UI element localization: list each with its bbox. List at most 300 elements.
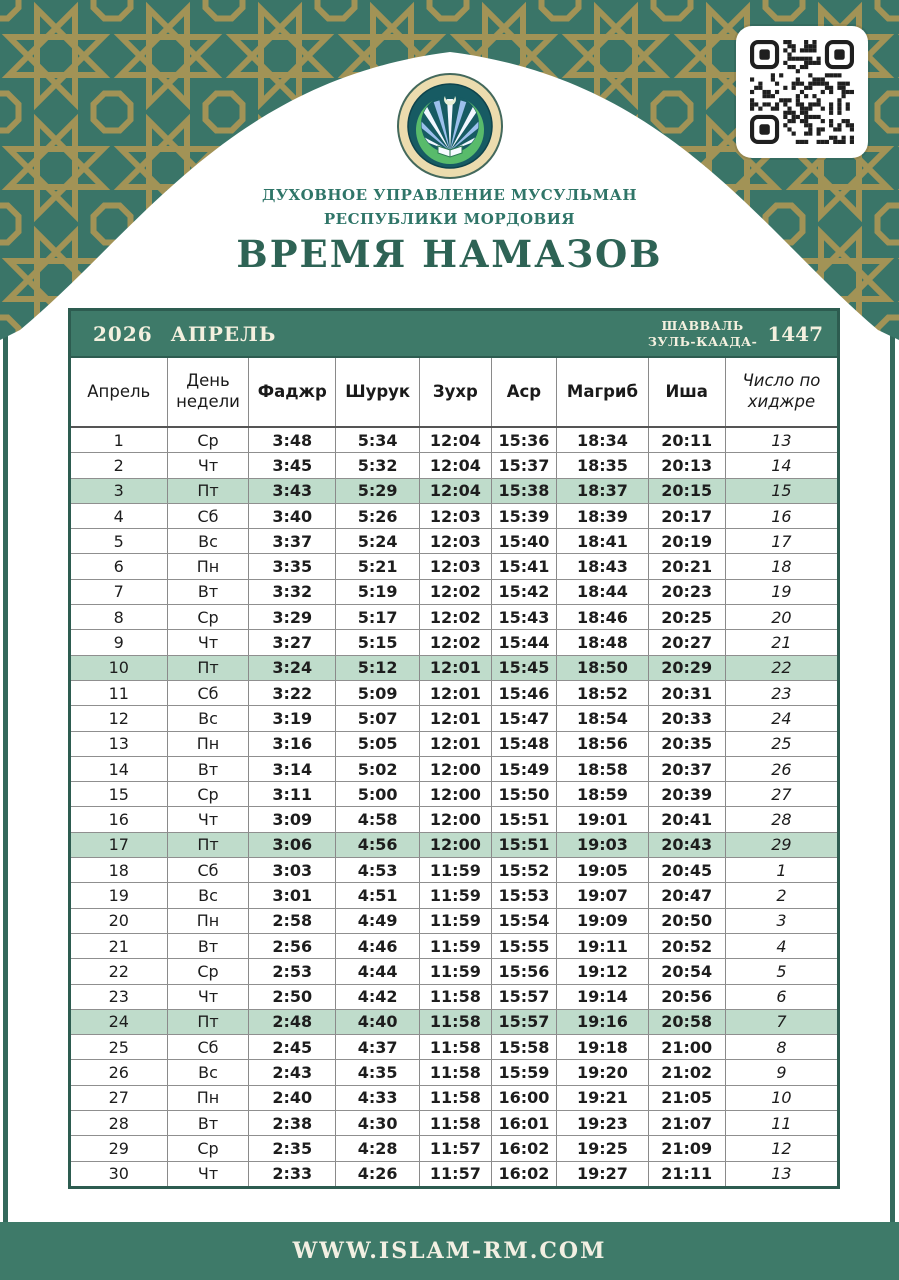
cell-asr: 15:47 [492,706,558,730]
cell-day: 15 [71,782,168,806]
cell-asr: 15:53 [492,883,558,907]
cell-zuhr: 11:57 [420,1136,491,1160]
cell-wd: Пн [168,1086,250,1110]
cell-isha: 20:56 [649,985,726,1009]
cell-hijri: 15 [771,481,792,501]
table-row [71,782,837,807]
cell-maghrib: 19:01 [557,807,648,831]
cell-hijri: 8 [776,1037,787,1057]
cell-zuhr: 12:04 [420,479,491,503]
cell-zuhr: 12:01 [420,732,491,756]
cell-fajr: 3:35 [249,554,336,578]
cell-asr: 15:44 [492,630,558,654]
cell-asr: 15:57 [492,985,558,1009]
cell-hijri: 26 [771,759,792,779]
cell-day: 2 [71,453,168,477]
cell-zuhr: 11:59 [420,883,491,907]
hijri-month-2: ЗУЛЬ-КААДА- [647,333,758,349]
cell-day: 27 [71,1086,168,1110]
cell-fajr: 2:43 [249,1060,336,1084]
year-label: 2026 [93,321,153,346]
cell-hijri: 2 [776,885,787,905]
cell-asr: 15:45 [492,656,558,680]
cell-maghrib: 19:25 [557,1136,648,1160]
cell-shuruk: 4:30 [336,1111,420,1135]
cell-shuruk: 5:12 [336,656,420,680]
cell-day: 17 [71,833,168,857]
cell-shuruk: 4:53 [336,858,420,882]
cell-asr: 15:48 [492,732,558,756]
cell-hijri: 19 [771,582,792,602]
cell-maghrib: 18:43 [557,554,648,578]
cell-shuruk: 5:29 [336,479,420,503]
cell-maghrib: 19:03 [557,833,648,857]
emblem-icon [396,72,504,180]
cell-shuruk: 4:56 [336,833,420,857]
cell-wd: Вт [168,1111,250,1135]
cell-hijri: 27 [771,784,792,804]
cell-maghrib: 19:16 [557,1010,648,1034]
cell-isha: 20:13 [649,453,726,477]
cell-zuhr: 12:03 [420,554,491,578]
cell-wd: Ср [168,605,250,629]
cell-hijri: 25 [771,734,792,754]
cell-zuhr: 11:59 [420,858,491,882]
cell-fajr: 3:19 [249,706,336,730]
cell-maghrib: 19:12 [557,959,648,983]
table-row [71,504,837,529]
cell-day: 9 [71,630,168,654]
cell-asr: 15:52 [492,858,558,882]
cell-hijri: 9 [776,1063,787,1083]
cell-isha: 20:27 [649,630,726,654]
cell-fajr: 3:48 [249,428,336,452]
hijri-month-1: ШАВВАЛЬ [661,317,744,333]
cell-hijri: 5 [776,961,787,981]
cell-shuruk: 4:51 [336,883,420,907]
cell-shuruk: 5:24 [336,529,420,553]
table-row [71,580,837,605]
cell-asr: 15:57 [492,1010,558,1034]
cell-wd: Чт [168,985,250,1009]
cell-fajr: 3:27 [249,630,336,654]
cell-day: 5 [71,529,168,553]
cell-hijri: 23 [771,683,792,703]
cell-maghrib: 19:20 [557,1060,648,1084]
cell-wd: Вт [168,757,250,781]
table-row [71,1060,837,1085]
month-label: АПРЕЛЬ [170,321,277,346]
cell-wd: Сб [168,858,250,882]
cell-day: 20 [71,909,168,933]
cell-day: 30 [71,1162,168,1186]
table-row [71,453,837,478]
cell-fajr: 3:29 [249,605,336,629]
table-row [71,630,837,655]
organization-logo [396,72,504,180]
cell-zuhr: 12:01 [420,656,491,680]
cell-zuhr: 12:03 [420,529,491,553]
cell-wd: Ср [168,782,250,806]
cell-isha: 20:50 [649,909,726,933]
cell-zuhr: 11:57 [420,1162,491,1186]
cell-wd: Пн [168,732,250,756]
cell-fajr: 3:24 [249,656,336,680]
cell-fajr: 2:48 [249,1010,336,1034]
cell-wd: Пн [168,554,250,578]
cell-fajr: 3:06 [249,833,336,857]
table-row [71,428,837,453]
cell-day: 6 [71,554,168,578]
cell-asr: 15:42 [492,580,558,604]
cell-asr: 15:41 [492,554,558,578]
cell-fajr: 3:11 [249,782,336,806]
cell-maghrib: 19:11 [557,934,648,958]
cell-day: 23 [71,985,168,1009]
cell-maghrib: 18:37 [557,479,648,503]
cell-asr: 15:51 [492,833,558,857]
cell-day: 11 [71,681,168,705]
table-row [71,833,837,858]
cell-wd: Вт [168,580,250,604]
cell-fajr: 3:45 [249,453,336,477]
cell-wd: Пн [168,909,250,933]
table-row [71,1162,837,1186]
cell-maghrib: 18:58 [557,757,648,781]
cell-shuruk: 4:46 [336,934,420,958]
table-header-row [71,358,837,428]
cell-zuhr: 11:58 [420,1035,491,1059]
cell-fajr: 3:32 [249,580,336,604]
cell-hijri: 21 [771,633,792,653]
cell-fajr: 3:09 [249,807,336,831]
cell-day: 10 [71,656,168,680]
cell-fajr: 2:38 [249,1111,336,1135]
cell-shuruk: 5:00 [336,782,420,806]
page-title: ВРЕМЯ НАМАЗОВ [236,232,663,276]
cell-asr: 15:50 [492,782,558,806]
cell-zuhr: 11:59 [420,934,491,958]
cell-wd: Вт [168,934,250,958]
cell-hijri: 24 [771,708,792,728]
cell-isha: 21:11 [649,1162,726,1186]
cell-shuruk: 4:58 [336,807,420,831]
cell-hijri: 29 [771,835,792,855]
cell-isha: 20:45 [649,858,726,882]
cell-shuruk: 4:26 [336,1162,420,1186]
cell-wd: Вс [168,706,250,730]
cell-shuruk: 4:28 [336,1136,420,1160]
cell-maghrib: 19:23 [557,1111,648,1135]
cell-maghrib: 18:41 [557,529,648,553]
cell-zuhr: 12:00 [420,782,491,806]
cell-day: 29 [71,1136,168,1160]
cell-maghrib: 18:46 [557,605,648,629]
qr-code [736,26,868,158]
table-row [71,1111,837,1136]
col-header-day: Апрель [71,358,168,426]
cell-maghrib: 18:56 [557,732,648,756]
cell-shuruk: 4:35 [336,1060,420,1084]
cell-asr: 16:00 [492,1086,558,1110]
cell-shuruk: 5:34 [336,428,420,452]
cell-isha: 20:25 [649,605,726,629]
cell-shuruk: 4:42 [336,985,420,1009]
cell-isha: 20:43 [649,833,726,857]
cell-asr: 15:58 [492,1035,558,1059]
cell-isha: 20:52 [649,934,726,958]
cell-wd: Сб [168,504,250,528]
cell-shuruk: 4:33 [336,1086,420,1110]
cell-isha: 20:37 [649,757,726,781]
cell-shuruk: 5:32 [336,453,420,477]
cell-wd: Сб [168,1035,250,1059]
cell-zuhr: 11:59 [420,909,491,933]
cell-isha: 20:33 [649,706,726,730]
cell-day: 7 [71,580,168,604]
cell-wd: Пт [168,1010,250,1034]
cell-maghrib: 19:18 [557,1035,648,1059]
cell-day: 16 [71,807,168,831]
cell-hijri: 17 [771,531,792,551]
cell-wd: Чт [168,453,250,477]
prayer-times-table [68,308,840,1189]
cell-shuruk: 5:07 [336,706,420,730]
cell-fajr: 3:43 [249,479,336,503]
cell-maghrib: 18:59 [557,782,648,806]
cell-hijri: 13 [771,1164,792,1184]
col-header-zuhr: Зухр [420,358,491,426]
cell-asr: 15:46 [492,681,558,705]
cell-zuhr: 12:02 [420,630,491,654]
cell-shuruk: 4:44 [336,959,420,983]
cell-fajr: 2:50 [249,985,336,1009]
cell-maghrib: 19:09 [557,909,648,933]
cell-day: 22 [71,959,168,983]
cell-day: 24 [71,1010,168,1034]
cell-isha: 20:31 [649,681,726,705]
cell-day: 25 [71,1035,168,1059]
qr-code-pattern [750,40,854,144]
table-row [71,807,837,832]
cell-isha: 21:00 [649,1035,726,1059]
cell-fajr: 3:14 [249,757,336,781]
cell-hijri: 20 [771,607,792,627]
col-header-asr: Аср [492,358,558,426]
cell-isha: 20:54 [649,959,726,983]
cell-zuhr: 12:00 [420,757,491,781]
cell-wd: Вс [168,1060,250,1084]
table-row [71,1035,837,1060]
cell-maghrib: 18:34 [557,428,648,452]
cell-shuruk: 5:15 [336,630,420,654]
cell-maghrib: 18:39 [557,504,648,528]
cell-hijri: 13 [771,430,792,450]
cell-zuhr: 11:58 [420,1010,491,1034]
cell-isha: 20:39 [649,782,726,806]
cell-fajr: 3:01 [249,883,336,907]
cell-isha: 20:15 [649,479,726,503]
cell-day: 28 [71,1111,168,1135]
cell-asr: 15:40 [492,529,558,553]
col-header-hijri: Число по хиджре [742,371,821,411]
cell-maghrib: 19:05 [557,858,648,882]
cell-zuhr: 12:01 [420,681,491,705]
cell-shuruk: 5:05 [336,732,420,756]
cell-maghrib: 18:52 [557,681,648,705]
cell-maghrib: 18:48 [557,630,648,654]
table-row [71,757,837,782]
cell-zuhr: 12:01 [420,706,491,730]
cell-wd: Ср [168,428,250,452]
table-row [71,1136,837,1161]
cell-wd: Пт [168,656,250,680]
cell-hijri: 10 [771,1088,792,1108]
table-row [71,1086,837,1111]
cell-wd: Ср [168,959,250,983]
cell-fajr: 2:53 [249,959,336,983]
table-row [71,909,837,934]
cell-zuhr: 12:00 [420,807,491,831]
cell-shuruk: 5:26 [336,504,420,528]
cell-wd: Вс [168,883,250,907]
cell-isha: 20:35 [649,732,726,756]
cell-maghrib: 18:54 [557,706,648,730]
table-row [71,1010,837,1035]
cell-asr: 16:01 [492,1111,558,1135]
hijri-date [648,318,823,349]
cell-zuhr: 11:58 [420,1060,491,1084]
table-row [71,985,837,1010]
cell-maghrib: 18:44 [557,580,648,604]
cell-day: 21 [71,934,168,958]
cell-asr: 15:39 [492,504,558,528]
cell-hijri: 3 [776,911,787,931]
cell-asr: 15:37 [492,453,558,477]
cell-day: 1 [71,428,168,452]
cell-maghrib: 19:07 [557,883,648,907]
cell-zuhr: 12:04 [420,428,491,452]
table-row [71,681,837,706]
table-row [71,479,837,504]
cell-maghrib: 18:50 [557,656,648,680]
cell-day: 14 [71,757,168,781]
cell-isha: 20:47 [649,883,726,907]
cell-asr: 15:56 [492,959,558,983]
cell-maghrib: 19:27 [557,1162,648,1186]
cell-shuruk: 5:02 [336,757,420,781]
cell-shuruk: 5:09 [336,681,420,705]
cell-wd: Вс [168,529,250,553]
table-row [71,656,837,681]
cell-shuruk: 5:19 [336,580,420,604]
cell-day: 8 [71,605,168,629]
cell-asr: 15:55 [492,934,558,958]
cell-day: 4 [71,504,168,528]
col-header-weekday: День недели [168,358,250,426]
cell-shuruk: 5:21 [336,554,420,578]
col-header-fajr: Фаджр [249,358,336,426]
col-header-maghrib: Магриб [557,358,648,426]
cell-hijri: 1 [776,860,787,880]
cell-wd: Пт [168,833,250,857]
cell-asr: 15:51 [492,807,558,831]
cell-fajr: 3:03 [249,858,336,882]
cell-shuruk: 4:37 [336,1035,420,1059]
cell-shuruk: 5:17 [336,605,420,629]
cell-fajr: 2:33 [249,1162,336,1186]
cell-day: 3 [71,479,168,503]
cell-asr: 15:49 [492,757,558,781]
cell-wd: Ср [168,1136,250,1160]
cell-isha: 20:29 [649,656,726,680]
cell-hijri: 22 [771,658,792,678]
cell-fajr: 2:35 [249,1136,336,1160]
cell-day: 26 [71,1060,168,1084]
table-row [71,554,837,579]
hijri-months [648,318,757,349]
cell-isha: 21:09 [649,1136,726,1160]
cell-asr: 15:36 [492,428,558,452]
cell-hijri: 11 [771,1113,792,1133]
cell-isha: 20:17 [649,504,726,528]
footer-bar [0,1222,899,1280]
cell-zuhr: 12:00 [420,833,491,857]
organization-name-line1: ДУХОВНОЕ УПРАВЛЕНИЕ МУСУЛЬМАН [261,186,638,204]
cell-isha: 20:21 [649,554,726,578]
cell-wd: Сб [168,681,250,705]
cell-hijri: 4 [776,936,787,956]
cell-maghrib: 19:21 [557,1086,648,1110]
cell-zuhr: 12:04 [420,453,491,477]
hijri-year: 1447 [767,321,823,346]
cell-hijri: 6 [776,987,787,1007]
calendar-title-bar [71,311,837,358]
cell-asr: 15:59 [492,1060,558,1084]
cell-isha: 20:41 [649,807,726,831]
col-header-isha: Иша [649,358,726,426]
cell-asr: 15:38 [492,479,558,503]
organization-name-line2: РЕСПУБЛИКИ МОРДОВИЯ [323,210,576,228]
gregorian-date [93,322,276,346]
cell-zuhr: 12:02 [420,580,491,604]
cell-fajr: 3:16 [249,732,336,756]
cell-hijri: 14 [771,455,792,475]
cell-hijri: 16 [771,506,792,526]
cell-zuhr: 11:59 [420,959,491,983]
cell-fajr: 3:37 [249,529,336,553]
table-row [71,706,837,731]
cell-wd: Чт [168,1162,250,1186]
table-row [71,529,837,554]
cell-fajr: 3:22 [249,681,336,705]
cell-shuruk: 4:40 [336,1010,420,1034]
cell-fajr: 3:40 [249,504,336,528]
cell-isha: 21:05 [649,1086,726,1110]
cell-isha: 20:58 [649,1010,726,1034]
cell-asr: 15:54 [492,909,558,933]
cell-maghrib: 18:35 [557,453,648,477]
cell-zuhr: 11:58 [420,1086,491,1110]
cell-isha: 20:19 [649,529,726,553]
cell-isha: 21:07 [649,1111,726,1135]
table-row [71,883,837,908]
cell-asr: 16:02 [492,1136,558,1160]
cell-maghrib: 19:14 [557,985,648,1009]
cell-shuruk: 4:49 [336,909,420,933]
table-row [71,858,837,883]
cell-isha: 21:02 [649,1060,726,1084]
